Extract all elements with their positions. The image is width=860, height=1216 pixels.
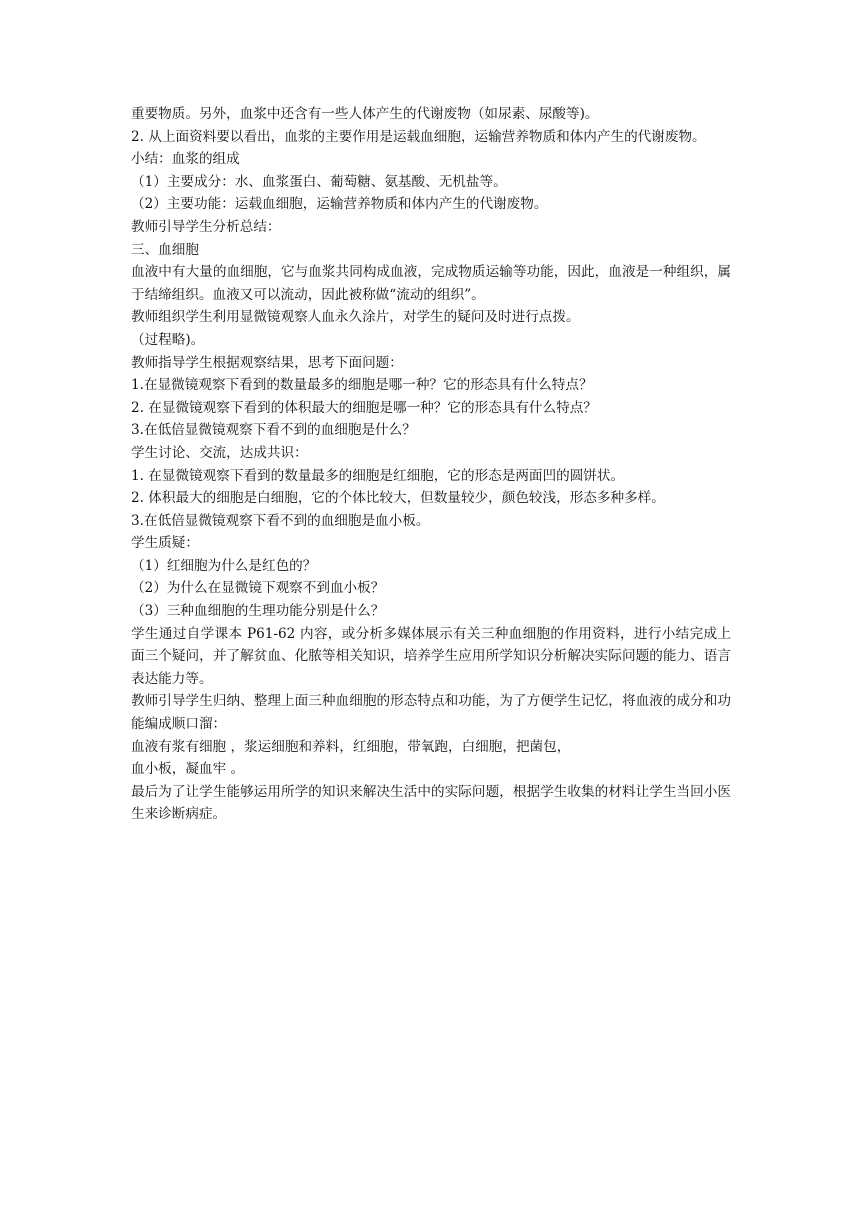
paragraph: 重要物质。另外，血浆中还含有一些人体产生的代谢废物（如尿素、尿酸等)。 (131, 106, 599, 122)
paragraph: （1）主要成分：水、血浆蛋白、葡萄糖、氨基酸、无机盐等。 (131, 173, 507, 190)
rhyme-line: 血小板，凝血牢 。 (131, 761, 245, 778)
paragraph: （过程略)。 (131, 331, 205, 348)
section-heading: 三、血细胞 (131, 241, 199, 258)
paragraph: 最后为了让学生能够运用所学的知识来解决生活中的实际问题，根据学生收集的材料让学生当回小医生来诊断病症。 (131, 783, 731, 823)
paragraph: 教师指导学生根据观察结果，思考下面问题： (131, 354, 403, 371)
paragraph: 学生讨论、交流，达成共识： (131, 444, 308, 461)
paragraph: 学生通过自学课本 P61-62 内容，或分析多媒体展示有关三种血细胞的作用资料，进行小结完成上面三个疑问，并了解贫血、化脓等相关知识，培养学生应用所学知识分析解决实际问题的能力、语言表达能力等。 (131, 625, 731, 687)
paragraph: 2. 从上面资料要以看出，血浆的主要作用是运载血细胞，运输营养物质和体内产生的代谢废物。 (131, 128, 706, 145)
rhyme-line: 血液有浆有细胞 ，浆运细胞和养料，红细胞，带氧跑，白细胞，把菌包， (131, 738, 571, 755)
answer-item: 2. 体积最大的细胞是白细胞，它的个体比较大，但数量较少，颜色较浅，形态多种多样。 (131, 490, 665, 507)
answer-item: 1. 在显微镜观察下看到的数量最多的细胞是红细胞，它的形态是两面凹的圆饼状。 (131, 467, 625, 484)
question-item: 3.在低倍显微镜观察下看不到的血细胞是什么？ (131, 422, 416, 439)
paragraph: 血液中有大量的血细胞，它与血浆共同构成血液，完成物质运输等功能，因此，血液是一种组织，属于结缔组织。血液又可以流动，因此被称做“流动的组织”。 (131, 264, 731, 303)
paragraph: 教师组织学生利用显微镜观察人血永久涂片，对学生的疑问及时进行点拨。 (131, 309, 580, 326)
paragraph: 教师引导学生归纳、整理上面三种血细胞的形态特点和功能，为了方便学生记忆，将血液的成分和功能编成顺口溜： (131, 693, 731, 733)
answer-item: 3.在低倍显微镜观察下看不到的血细胞是血小板。 (131, 512, 430, 529)
question-item: 1.在显微镜观察下看到的数量最多的细胞是哪一种？它的形态具有什么特点？ (131, 377, 593, 394)
paragraph: （2）主要功能：运载血细胞，运输营养物质和体内产生的代谢废物。 (131, 196, 548, 213)
paragraph: 小结：血浆的组成 (131, 151, 240, 168)
document-body (131, 103, 731, 826)
paragraph: 学生质疑： (131, 535, 199, 552)
paragraph: 教师引导学生分析总结： (131, 218, 281, 235)
question-item: 2. 在显微镜观察下看到的体积最大的细胞是哪一种？它的形态具有什么特点？ (131, 399, 597, 416)
doubt-item: （2）为什么在显微镜下观察不到血小板？ (131, 580, 385, 597)
doubt-item: （3）三种血细胞的生理功能分别是什么？ (131, 603, 385, 620)
doubt-item: （1）红细胞为什么是红色的？ (131, 557, 317, 574)
